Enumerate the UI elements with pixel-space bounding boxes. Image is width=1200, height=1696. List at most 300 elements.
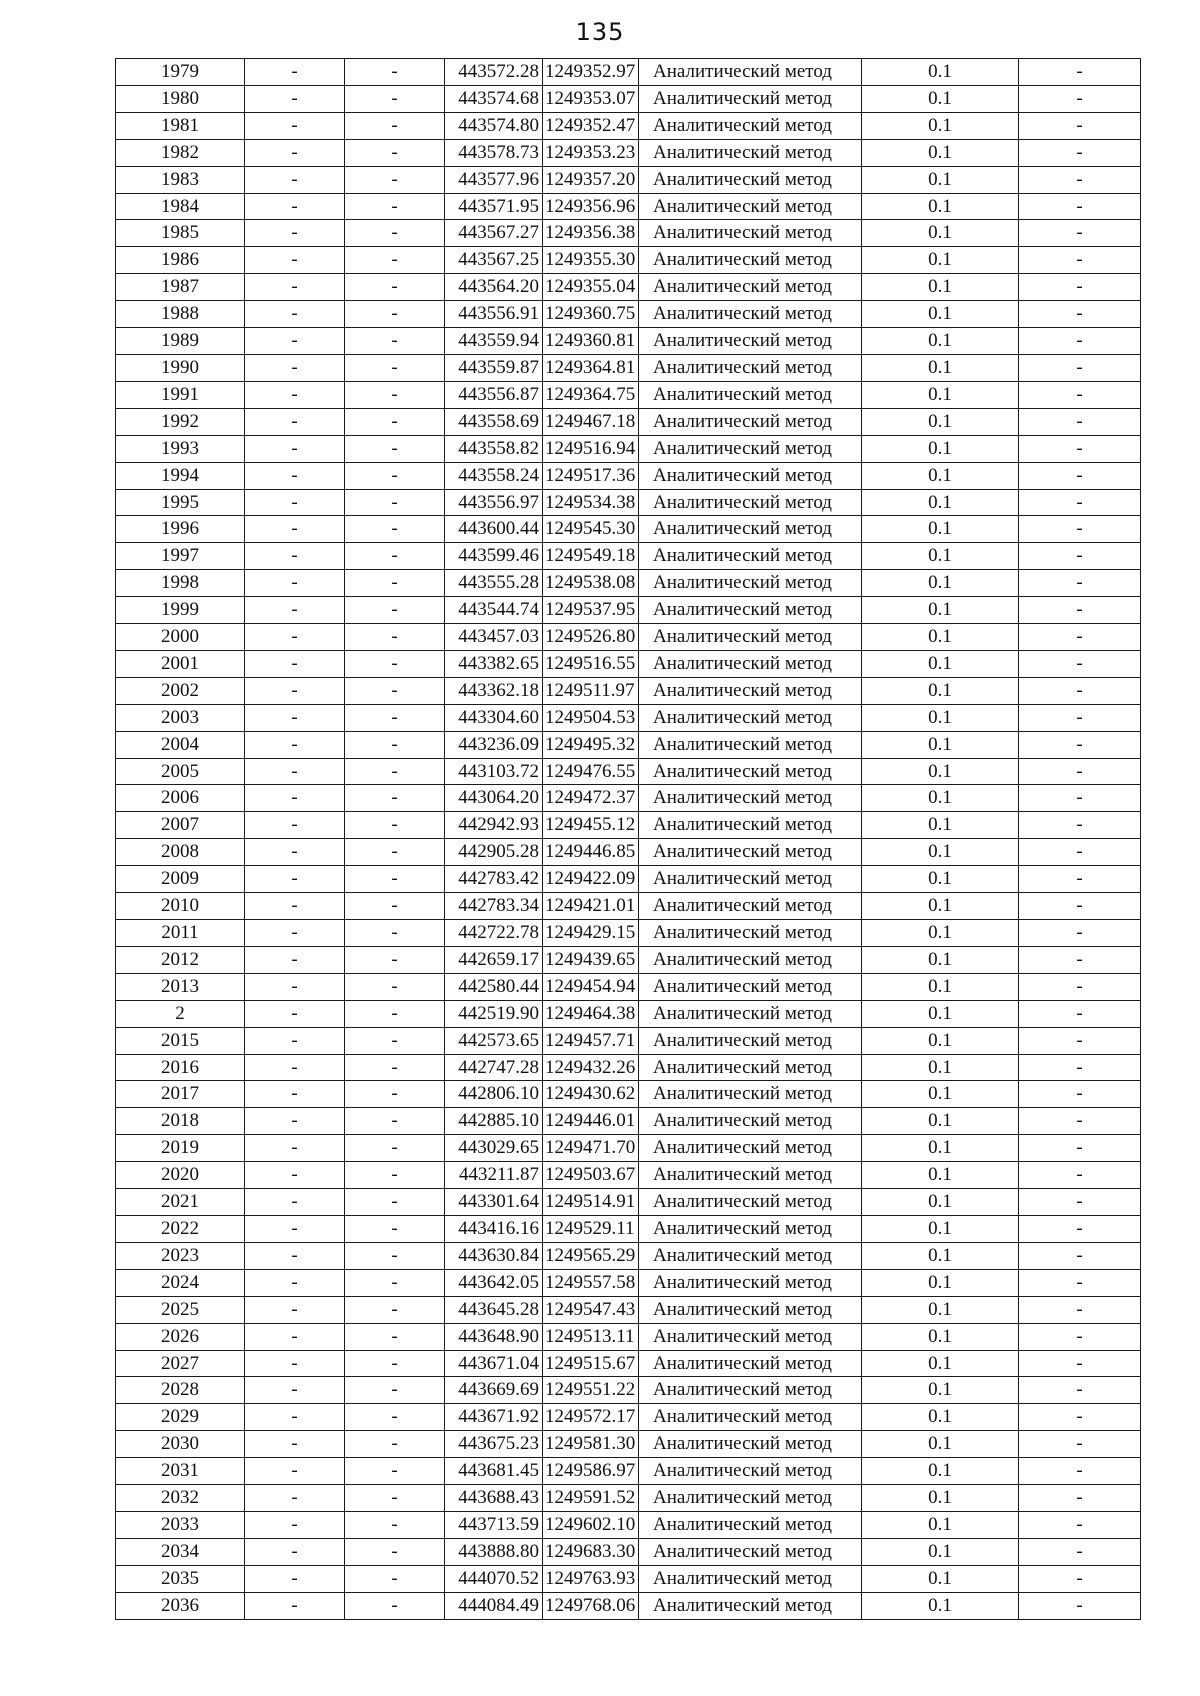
- empty-cell: -: [345, 1269, 445, 1296]
- empty-cell: -: [345, 1511, 445, 1538]
- empty-cell: -: [1019, 1108, 1141, 1135]
- empty-cell: -: [345, 785, 445, 812]
- method-cell: Аналитический метод: [639, 1054, 862, 1081]
- accuracy-cell: 0.1: [862, 704, 1019, 731]
- point-number-cell: 1980: [116, 85, 245, 112]
- empty-cell: -: [345, 112, 445, 139]
- empty-cell: -: [345, 354, 445, 381]
- table-row: [116, 920, 1141, 947]
- point-number-cell: 2020: [116, 1162, 245, 1189]
- accuracy-cell: 0.1: [862, 920, 1019, 947]
- empty-cell: -: [1019, 1565, 1141, 1592]
- page-number: 135: [575, 18, 625, 46]
- point-number-cell: 2006: [116, 785, 245, 812]
- method-cell: Аналитический метод: [639, 1269, 862, 1296]
- point-number-cell: 1982: [116, 139, 245, 166]
- empty-cell: -: [245, 973, 345, 1000]
- empty-cell: -: [245, 704, 345, 731]
- point-number-cell: 2015: [116, 1027, 245, 1054]
- y-coordinate-cell: 1249565.29: [543, 1242, 639, 1269]
- accuracy-cell: 0.1: [862, 516, 1019, 543]
- method-cell: Аналитический метод: [639, 489, 862, 516]
- accuracy-cell: 0.1: [862, 489, 1019, 516]
- accuracy-cell: 0.1: [862, 893, 1019, 920]
- table-row: [116, 1269, 1141, 1296]
- table-row: [116, 166, 1141, 193]
- empty-cell: -: [245, 1189, 345, 1216]
- table-row: [116, 785, 1141, 812]
- empty-cell: -: [245, 1485, 345, 1512]
- point-number-cell: 2009: [116, 866, 245, 893]
- method-cell: Аналитический метод: [639, 650, 862, 677]
- accuracy-cell: 0.1: [862, 1458, 1019, 1485]
- point-number-cell: 2011: [116, 920, 245, 947]
- accuracy-cell: 0.1: [862, 758, 1019, 785]
- table-row: [116, 1296, 1141, 1323]
- empty-cell: -: [245, 139, 345, 166]
- table-row: [116, 1377, 1141, 1404]
- empty-cell: -: [245, 1215, 345, 1242]
- empty-cell: -: [345, 1377, 445, 1404]
- accuracy-cell: 0.1: [862, 624, 1019, 651]
- empty-cell: -: [345, 758, 445, 785]
- empty-cell: -: [345, 1135, 445, 1162]
- empty-cell: -: [345, 650, 445, 677]
- accuracy-cell: 0.1: [862, 812, 1019, 839]
- empty-cell: -: [245, 274, 345, 301]
- point-number-cell: 2017: [116, 1081, 245, 1108]
- empty-cell: -: [245, 1565, 345, 1592]
- method-cell: Аналитический метод: [639, 1323, 862, 1350]
- x-coordinate-cell: 443558.24: [445, 462, 543, 489]
- point-number-cell: 1998: [116, 570, 245, 597]
- empty-cell: -: [1019, 543, 1141, 570]
- empty-cell: -: [245, 812, 345, 839]
- empty-cell: -: [345, 166, 445, 193]
- method-cell: Аналитический метод: [639, 193, 862, 220]
- y-coordinate-cell: 1249364.75: [543, 381, 639, 408]
- y-coordinate-cell: 1249432.26: [543, 1054, 639, 1081]
- method-cell: Аналитический метод: [639, 1189, 862, 1216]
- method-cell: Аналитический метод: [639, 1215, 862, 1242]
- x-coordinate-cell: 443630.84: [445, 1242, 543, 1269]
- x-coordinate-cell: 443567.27: [445, 220, 543, 247]
- empty-cell: -: [1019, 812, 1141, 839]
- empty-cell: -: [1019, 1081, 1141, 1108]
- empty-cell: -: [1019, 1027, 1141, 1054]
- method-cell: Аналитический метод: [639, 1081, 862, 1108]
- empty-cell: -: [245, 462, 345, 489]
- empty-cell: -: [345, 866, 445, 893]
- y-coordinate-cell: 1249503.67: [543, 1162, 639, 1189]
- y-coordinate-cell: 1249517.36: [543, 462, 639, 489]
- empty-cell: -: [1019, 247, 1141, 274]
- table-row: [116, 624, 1141, 651]
- accuracy-cell: 0.1: [862, 1054, 1019, 1081]
- x-coordinate-cell: 443558.82: [445, 435, 543, 462]
- table-row: [116, 301, 1141, 328]
- empty-cell: -: [345, 381, 445, 408]
- accuracy-cell: 0.1: [862, 462, 1019, 489]
- point-number-cell: 2010: [116, 893, 245, 920]
- point-number-cell: 1979: [116, 59, 245, 86]
- method-cell: Аналитический метод: [639, 893, 862, 920]
- empty-cell: -: [1019, 1269, 1141, 1296]
- accuracy-cell: 0.1: [862, 408, 1019, 435]
- empty-cell: -: [1019, 1377, 1141, 1404]
- empty-cell: -: [1019, 839, 1141, 866]
- method-cell: Аналитический метод: [639, 1511, 862, 1538]
- accuracy-cell: 0.1: [862, 1404, 1019, 1431]
- empty-cell: -: [345, 408, 445, 435]
- y-coordinate-cell: 1249534.38: [543, 489, 639, 516]
- empty-cell: -: [345, 274, 445, 301]
- table-row: [116, 1511, 1141, 1538]
- empty-cell: -: [345, 1350, 445, 1377]
- point-number-cell: 2027: [116, 1350, 245, 1377]
- point-number-cell: 2033: [116, 1511, 245, 1538]
- empty-cell: -: [345, 1081, 445, 1108]
- empty-cell: -: [345, 677, 445, 704]
- accuracy-cell: 0.1: [862, 1135, 1019, 1162]
- empty-cell: -: [1019, 516, 1141, 543]
- empty-cell: -: [1019, 139, 1141, 166]
- method-cell: Аналитический метод: [639, 1135, 862, 1162]
- method-cell: Аналитический метод: [639, 1108, 862, 1135]
- empty-cell: -: [1019, 1431, 1141, 1458]
- x-coordinate-cell: 443362.18: [445, 677, 543, 704]
- table-row: [116, 274, 1141, 301]
- accuracy-cell: 0.1: [862, 1296, 1019, 1323]
- point-number-cell: 1992: [116, 408, 245, 435]
- method-cell: Аналитический метод: [639, 624, 862, 651]
- x-coordinate-cell: 442659.17: [445, 946, 543, 973]
- point-number-cell: 2028: [116, 1377, 245, 1404]
- y-coordinate-cell: 1249586.97: [543, 1458, 639, 1485]
- point-number-cell: 2019: [116, 1135, 245, 1162]
- empty-cell: -: [1019, 758, 1141, 785]
- empty-cell: -: [245, 1350, 345, 1377]
- point-number-cell: 2035: [116, 1565, 245, 1592]
- y-coordinate-cell: 1249537.95: [543, 597, 639, 624]
- x-coordinate-cell: 442905.28: [445, 839, 543, 866]
- table-row: [116, 758, 1141, 785]
- method-cell: Аналитический метод: [639, 462, 862, 489]
- empty-cell: -: [345, 1027, 445, 1054]
- empty-cell: -: [1019, 893, 1141, 920]
- empty-cell: -: [1019, 85, 1141, 112]
- empty-cell: -: [345, 731, 445, 758]
- empty-cell: -: [1019, 274, 1141, 301]
- table-row: [116, 139, 1141, 166]
- x-coordinate-cell: 443578.73: [445, 139, 543, 166]
- empty-cell: -: [345, 1000, 445, 1027]
- point-number-cell: 2032: [116, 1485, 245, 1512]
- table-row: [116, 1592, 1141, 1619]
- y-coordinate-cell: 1249457.71: [543, 1027, 639, 1054]
- method-cell: Аналитический метод: [639, 274, 862, 301]
- table-row: [116, 570, 1141, 597]
- method-cell: Аналитический метод: [639, 1027, 862, 1054]
- method-cell: Аналитический метод: [639, 543, 862, 570]
- empty-cell: -: [345, 812, 445, 839]
- y-coordinate-cell: 1249529.11: [543, 1215, 639, 1242]
- table-row: [116, 435, 1141, 462]
- y-coordinate-cell: 1249355.30: [543, 247, 639, 274]
- x-coordinate-cell: 443544.74: [445, 597, 543, 624]
- accuracy-cell: 0.1: [862, 973, 1019, 1000]
- empty-cell: -: [245, 785, 345, 812]
- x-coordinate-cell: 442885.10: [445, 1108, 543, 1135]
- table-row: [116, 1485, 1141, 1512]
- point-number-cell: 2026: [116, 1323, 245, 1350]
- x-coordinate-cell: 442519.90: [445, 1000, 543, 1027]
- point-number-cell: 2029: [116, 1404, 245, 1431]
- method-cell: Аналитический метод: [639, 112, 862, 139]
- table-row: [116, 247, 1141, 274]
- empty-cell: -: [245, 758, 345, 785]
- table-row: [116, 1081, 1141, 1108]
- empty-cell: -: [345, 973, 445, 1000]
- table-row: [116, 408, 1141, 435]
- accuracy-cell: 0.1: [862, 435, 1019, 462]
- x-coordinate-cell: 443681.45: [445, 1458, 543, 1485]
- point-number-cell: 2016: [116, 1054, 245, 1081]
- x-coordinate-cell: 443642.05: [445, 1269, 543, 1296]
- y-coordinate-cell: 1249515.67: [543, 1350, 639, 1377]
- method-cell: Аналитический метод: [639, 704, 862, 731]
- empty-cell: -: [245, 543, 345, 570]
- table-row: [116, 193, 1141, 220]
- accuracy-cell: 0.1: [862, 1269, 1019, 1296]
- empty-cell: -: [1019, 301, 1141, 328]
- empty-cell: -: [345, 247, 445, 274]
- accuracy-cell: 0.1: [862, 1431, 1019, 1458]
- empty-cell: -: [245, 866, 345, 893]
- y-coordinate-cell: 1249683.30: [543, 1538, 639, 1565]
- y-coordinate-cell: 1249364.81: [543, 354, 639, 381]
- empty-cell: -: [245, 408, 345, 435]
- accuracy-cell: 0.1: [862, 193, 1019, 220]
- x-coordinate-cell: 443416.16: [445, 1215, 543, 1242]
- table-row: [116, 677, 1141, 704]
- empty-cell: -: [345, 1108, 445, 1135]
- x-coordinate-cell: 443645.28: [445, 1296, 543, 1323]
- y-coordinate-cell: 1249511.97: [543, 677, 639, 704]
- y-coordinate-cell: 1249357.20: [543, 166, 639, 193]
- table-row: [116, 1323, 1141, 1350]
- point-number-cell: 1983: [116, 166, 245, 193]
- table-body: [116, 59, 1141, 1620]
- x-coordinate-cell: 442580.44: [445, 973, 543, 1000]
- x-coordinate-cell: 442806.10: [445, 1081, 543, 1108]
- method-cell: Аналитический метод: [639, 920, 862, 947]
- empty-cell: -: [245, 1404, 345, 1431]
- method-cell: Аналитический метод: [639, 758, 862, 785]
- y-coordinate-cell: 1249549.18: [543, 543, 639, 570]
- empty-cell: -: [345, 543, 445, 570]
- y-coordinate-cell: 1249514.91: [543, 1189, 639, 1216]
- empty-cell: -: [1019, 704, 1141, 731]
- accuracy-cell: 0.1: [862, 85, 1019, 112]
- table-row: [116, 354, 1141, 381]
- method-cell: Аналитический метод: [639, 1485, 862, 1512]
- empty-cell: -: [1019, 328, 1141, 355]
- empty-cell: -: [345, 193, 445, 220]
- empty-cell: -: [1019, 1511, 1141, 1538]
- y-coordinate-cell: 1249454.94: [543, 973, 639, 1000]
- method-cell: Аналитический метод: [639, 1377, 862, 1404]
- x-coordinate-cell: 443556.87: [445, 381, 543, 408]
- method-cell: Аналитический метод: [639, 812, 862, 839]
- accuracy-cell: 0.1: [862, 543, 1019, 570]
- accuracy-cell: 0.1: [862, 1027, 1019, 1054]
- method-cell: Аналитический метод: [639, 946, 862, 973]
- accuracy-cell: 0.1: [862, 1162, 1019, 1189]
- y-coordinate-cell: 1249356.96: [543, 193, 639, 220]
- accuracy-cell: 0.1: [862, 1215, 1019, 1242]
- empty-cell: -: [245, 1296, 345, 1323]
- empty-cell: -: [245, 381, 345, 408]
- y-coordinate-cell: 1249476.55: [543, 758, 639, 785]
- empty-cell: -: [345, 516, 445, 543]
- point-number-cell: 2018: [116, 1108, 245, 1135]
- point-number-cell: 1994: [116, 462, 245, 489]
- y-coordinate-cell: 1249353.07: [543, 85, 639, 112]
- empty-cell: -: [245, 516, 345, 543]
- empty-cell: -: [345, 839, 445, 866]
- y-coordinate-cell: 1249572.17: [543, 1404, 639, 1431]
- x-coordinate-cell: 443555.28: [445, 570, 543, 597]
- point-number-cell: 1993: [116, 435, 245, 462]
- x-coordinate-cell: 443559.87: [445, 354, 543, 381]
- empty-cell: -: [245, 597, 345, 624]
- x-coordinate-cell: 443671.92: [445, 1404, 543, 1431]
- empty-cell: -: [345, 704, 445, 731]
- empty-cell: -: [345, 1592, 445, 1619]
- point-number-cell: 2013: [116, 973, 245, 1000]
- x-coordinate-cell: 442573.65: [445, 1027, 543, 1054]
- empty-cell: -: [245, 1242, 345, 1269]
- method-cell: Аналитический метод: [639, 1404, 862, 1431]
- point-number-cell: 2: [116, 1000, 245, 1027]
- method-cell: Аналитический метод: [639, 85, 862, 112]
- empty-cell: -: [345, 489, 445, 516]
- method-cell: Аналитический метод: [639, 1350, 862, 1377]
- point-number-cell: 2031: [116, 1458, 245, 1485]
- empty-cell: -: [1019, 1000, 1141, 1027]
- x-coordinate-cell: 442783.42: [445, 866, 543, 893]
- y-coordinate-cell: 1249504.53: [543, 704, 639, 731]
- empty-cell: -: [245, 839, 345, 866]
- empty-cell: -: [1019, 1592, 1141, 1619]
- empty-cell: -: [345, 435, 445, 462]
- empty-cell: -: [245, 328, 345, 355]
- accuracy-cell: 0.1: [862, 112, 1019, 139]
- table-row: [116, 704, 1141, 731]
- x-coordinate-cell: 443577.96: [445, 166, 543, 193]
- method-cell: Аналитический метод: [639, 839, 862, 866]
- point-number-cell: 1990: [116, 354, 245, 381]
- empty-cell: -: [1019, 435, 1141, 462]
- method-cell: Аналитический метод: [639, 785, 862, 812]
- empty-cell: -: [345, 1189, 445, 1216]
- accuracy-cell: 0.1: [862, 1511, 1019, 1538]
- y-coordinate-cell: 1249591.52: [543, 1485, 639, 1512]
- table-row: [116, 1000, 1141, 1027]
- empty-cell: -: [245, 920, 345, 947]
- point-number-cell: 2002: [116, 677, 245, 704]
- x-coordinate-cell: 443648.90: [445, 1323, 543, 1350]
- empty-cell: -: [245, 85, 345, 112]
- accuracy-cell: 0.1: [862, 866, 1019, 893]
- method-cell: Аналитический метод: [639, 597, 862, 624]
- empty-cell: -: [1019, 624, 1141, 651]
- y-coordinate-cell: 1249464.38: [543, 1000, 639, 1027]
- accuracy-cell: 0.1: [862, 59, 1019, 86]
- x-coordinate-cell: 443572.28: [445, 59, 543, 86]
- table-row: [116, 516, 1141, 543]
- y-coordinate-cell: 1249353.23: [543, 139, 639, 166]
- method-cell: Аналитический метод: [639, 220, 862, 247]
- x-coordinate-cell: 443558.69: [445, 408, 543, 435]
- point-number-cell: 2034: [116, 1538, 245, 1565]
- table-row: [116, 597, 1141, 624]
- table-row: [116, 1242, 1141, 1269]
- x-coordinate-cell: 443304.60: [445, 704, 543, 731]
- y-coordinate-cell: 1249352.97: [543, 59, 639, 86]
- table-row: [116, 543, 1141, 570]
- empty-cell: -: [245, 1081, 345, 1108]
- accuracy-cell: 0.1: [862, 650, 1019, 677]
- empty-cell: -: [1019, 866, 1141, 893]
- empty-cell: -: [345, 597, 445, 624]
- x-coordinate-cell: 443688.43: [445, 1485, 543, 1512]
- accuracy-cell: 0.1: [862, 354, 1019, 381]
- method-cell: Аналитический метод: [639, 1592, 862, 1619]
- empty-cell: -: [1019, 1538, 1141, 1565]
- point-number-cell: 2004: [116, 731, 245, 758]
- empty-cell: -: [345, 139, 445, 166]
- empty-cell: -: [245, 1054, 345, 1081]
- y-coordinate-cell: 1249763.93: [543, 1565, 639, 1592]
- accuracy-cell: 0.1: [862, 946, 1019, 973]
- method-cell: Аналитический метод: [639, 1242, 862, 1269]
- table-row: [116, 812, 1141, 839]
- y-coordinate-cell: 1249513.11: [543, 1323, 639, 1350]
- x-coordinate-cell: 443600.44: [445, 516, 543, 543]
- table-row: [116, 220, 1141, 247]
- point-number-cell: 1999: [116, 597, 245, 624]
- empty-cell: -: [245, 301, 345, 328]
- accuracy-cell: 0.1: [862, 785, 1019, 812]
- empty-cell: -: [345, 893, 445, 920]
- empty-cell: -: [345, 1404, 445, 1431]
- x-coordinate-cell: 444070.52: [445, 1565, 543, 1592]
- empty-cell: -: [245, 1323, 345, 1350]
- y-coordinate-cell: 1249526.80: [543, 624, 639, 651]
- method-cell: Аналитический метод: [639, 866, 862, 893]
- empty-cell: -: [1019, 597, 1141, 624]
- y-coordinate-cell: 1249471.70: [543, 1135, 639, 1162]
- empty-cell: -: [345, 1431, 445, 1458]
- point-number-cell: 2030: [116, 1431, 245, 1458]
- empty-cell: -: [245, 1135, 345, 1162]
- x-coordinate-cell: 443669.69: [445, 1377, 543, 1404]
- empty-cell: -: [345, 1215, 445, 1242]
- empty-cell: -: [245, 1431, 345, 1458]
- empty-cell: -: [1019, 1296, 1141, 1323]
